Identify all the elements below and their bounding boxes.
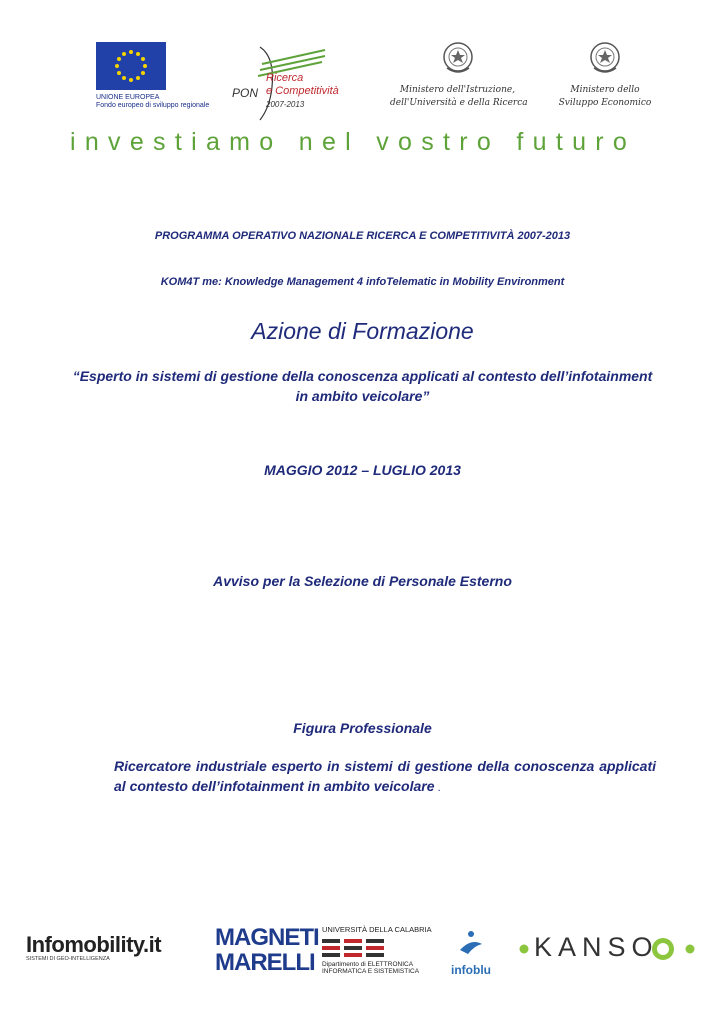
course-subtitle: “Esperto in sistemi di gestione della conoscenza applicati al contesto dell’infotainment in ambito veicolare” [72,368,653,404]
figure-heading: Figura Professionale [293,720,432,736]
kanso-name: KANSO [534,932,659,962]
miur-logo [390,40,528,122]
infomobility-name: Infomobility.it [26,932,162,957]
slogan: investiamo nel vostro futuro [70,128,637,156]
unical-mark-icon [322,937,392,959]
magneti-marelli-logo [215,924,319,985]
infoblu-name: infoblu [451,963,491,977]
republic-emblem-icon [588,40,622,76]
unical-dept-line1: Dipartimento di ELETTRONICA [322,961,414,968]
notice-title: Avviso per la Selezione di Personale Esterno [213,573,512,589]
unical-name: UNIVERSITÀ DELLA CALABRIA [322,925,432,934]
figure-item-text: Ricercatore industriale esperto in sistemi di gestione della conoscenza applicati al contesto dell’infotainment in ambito veicolare [114,758,656,794]
figure-item-end: . [434,782,441,794]
eu-flag-icon [96,42,166,90]
mise-line2: Sviluppo Economico [558,98,652,108]
eu-label: UNIONE EUROPEA [96,94,160,101]
mise-logo [555,40,655,122]
pon-title-line1: Ricerca [266,72,304,84]
infomobility-logo [26,932,201,974]
figure-item [114,756,656,798]
pon-label: PON [232,86,259,100]
pon-title-line2: e Competitività [266,85,339,97]
infoblu-mark-icon [456,928,486,958]
kanso-logo [518,930,698,968]
eu-fund-label: Fondo europeo di sviluppo regionale [96,102,210,109]
miur-line1: Ministero dell'Istruzione, [399,85,516,95]
infomobility-tagline: SISTEMI DI GEO-INTELLIGENZA [26,956,110,962]
page-title: Azione di Formazione [251,318,474,344]
mise-line1: Ministero dello [570,85,640,95]
pon-logo [230,42,360,122]
pon-years: 2007-2013 [266,100,305,109]
republic-emblem-icon [441,40,475,76]
magneti-line2: MARELLI [215,949,315,976]
unical-logo [322,925,434,985]
program-title: PROGRAMMA OPERATIVO NAZIONALE RICERCA E COMPETITIVITÀ 2007-2013 [154,230,571,242]
magneti-line1: MAGNETI [215,924,319,951]
infoblu-logo [444,928,498,978]
project-title: KOM4T me: Knowledge Management 4 infoTelematic in Mobility Environment [160,276,565,288]
course-period: MAGGIO 2012 – LUGLIO 2013 [264,462,461,478]
unical-dept-line2: INFORMATICA E SISTEMISTICA [322,968,420,975]
eu-logo [96,42,210,124]
miur-line2: dell'Università e della Ricerca [390,98,528,108]
